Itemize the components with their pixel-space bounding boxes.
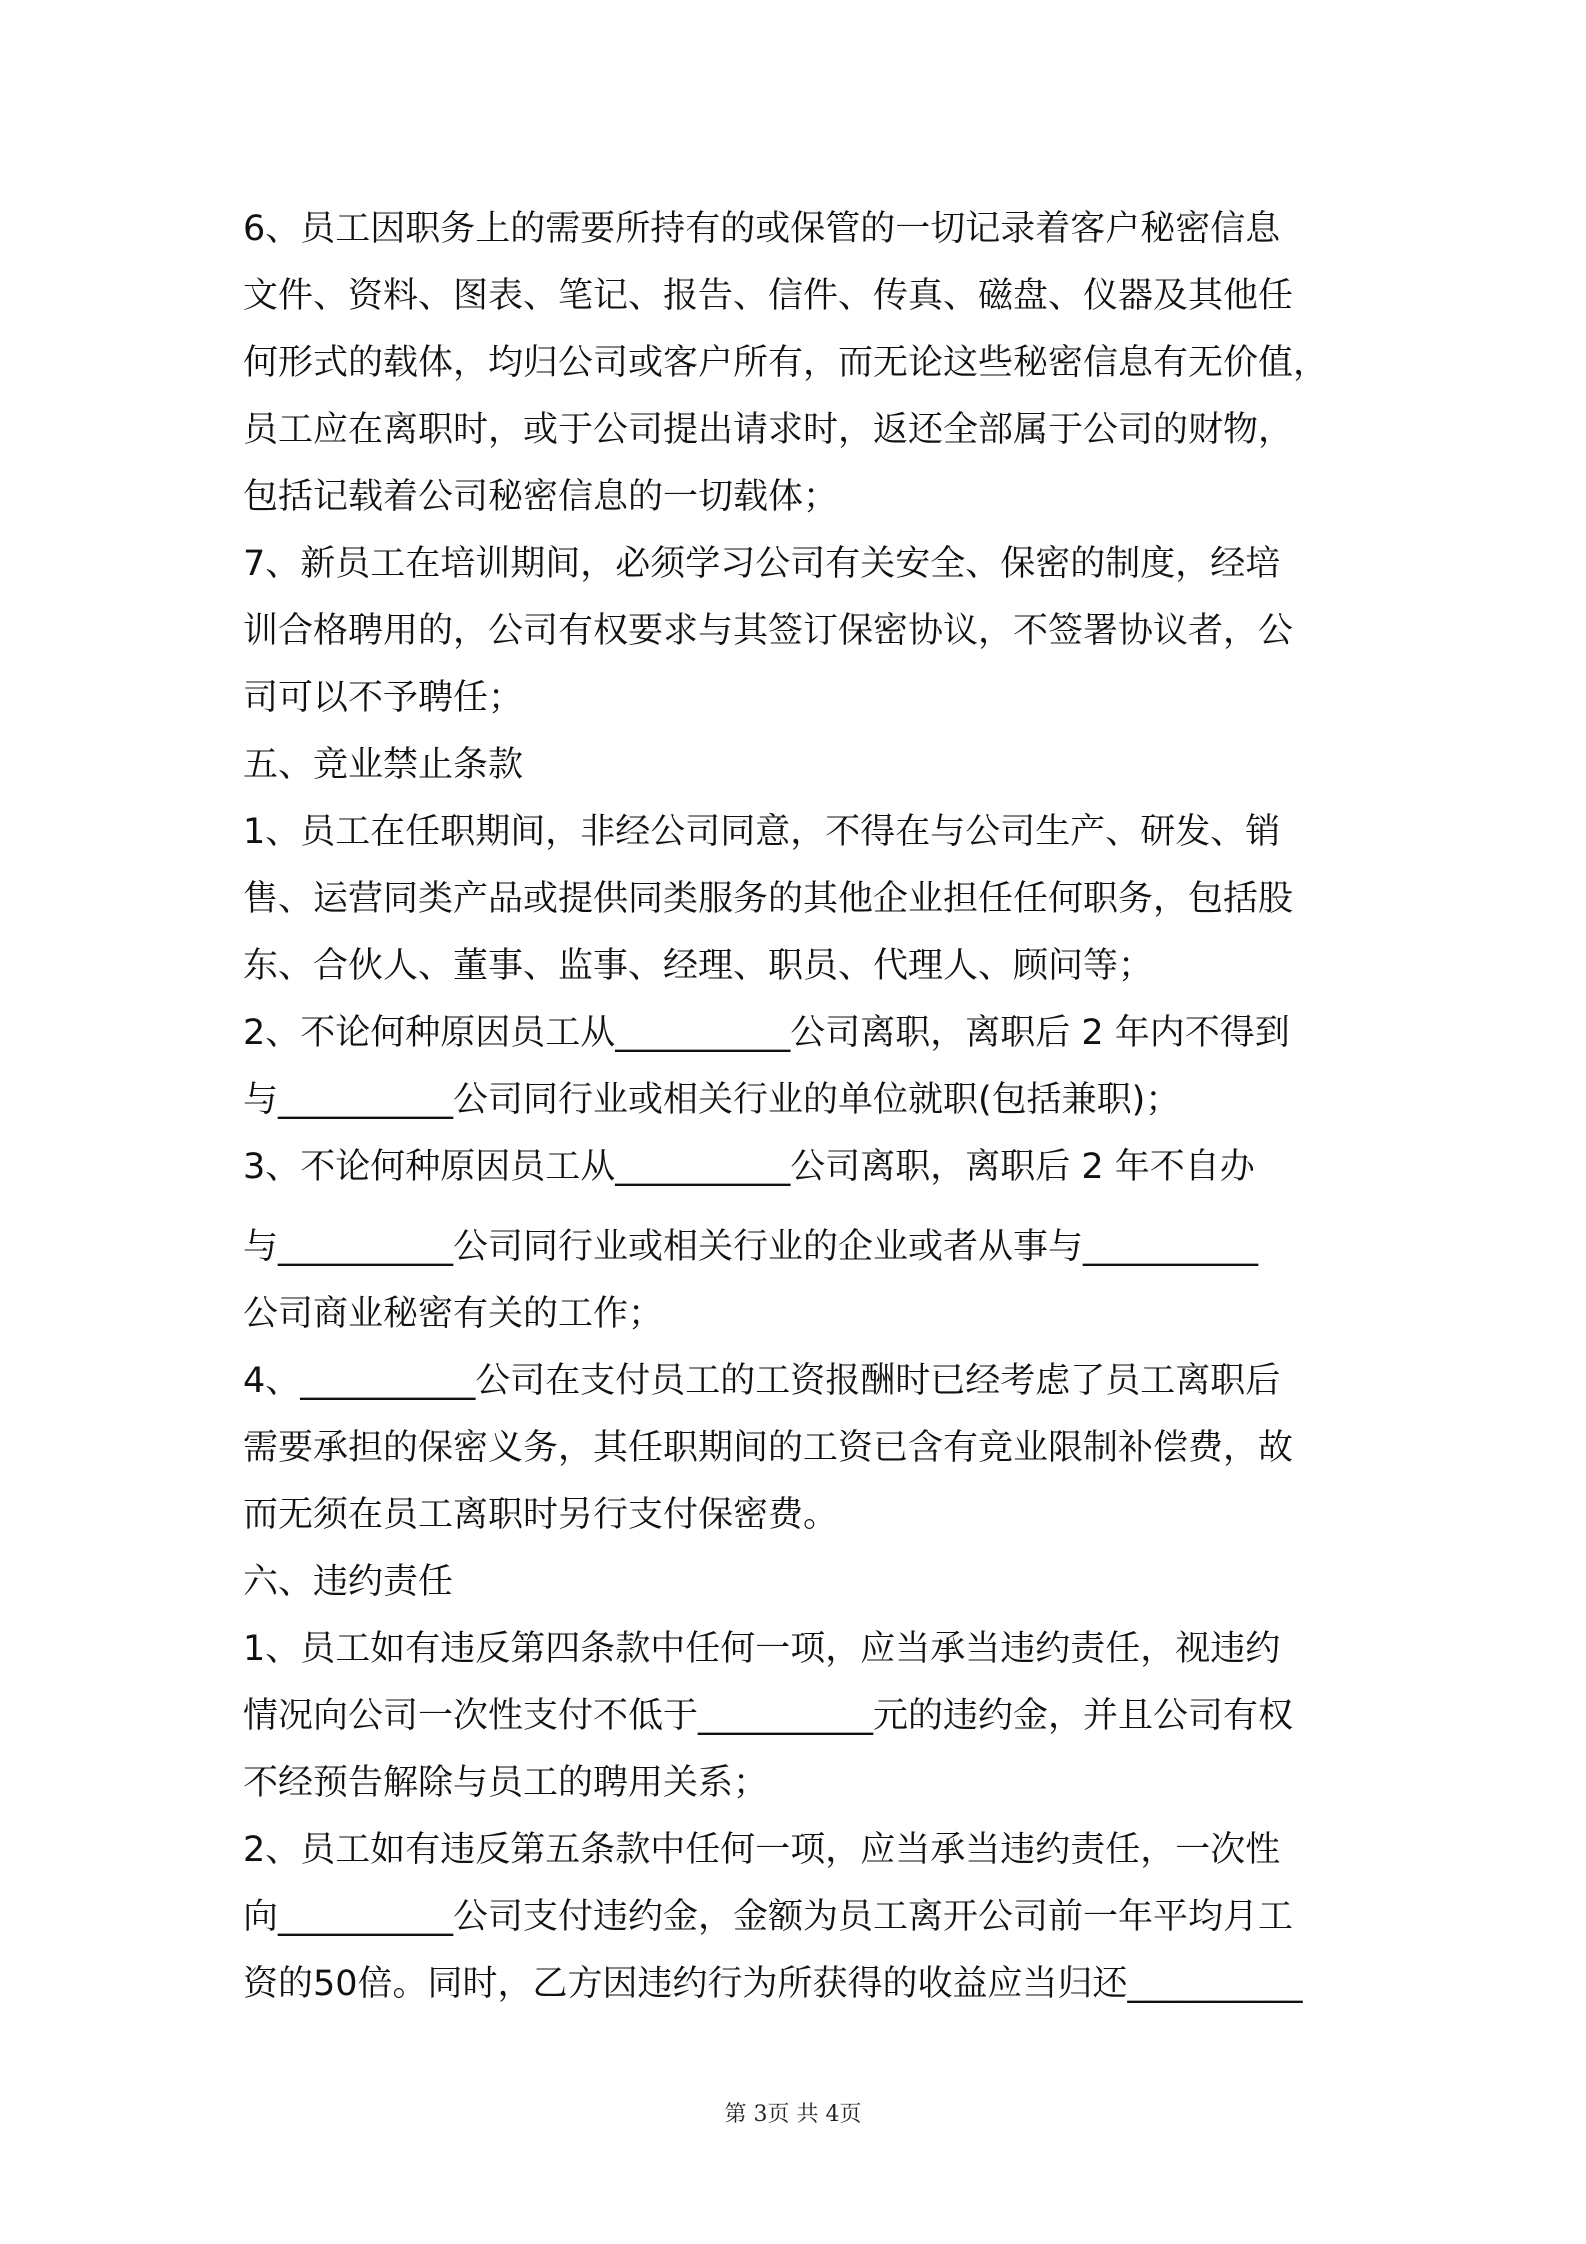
text-line: 向__________公司支付违约金，金额为员工离开公司前一年平均月工 xyxy=(243,1897,1294,1937)
text-line: 3、不论何种原因员工从__________公司离职，离职后 2 年不自办 xyxy=(243,1147,1255,1187)
text-line: 2、员工如有违反第五条款中任何一项，应当承当违约责任，一次性 xyxy=(243,1830,1281,1870)
text-line: 6、员工因职务上的需要所持有的或保管的一切记录着客户秘密信息 xyxy=(243,209,1281,249)
text-line: 4、__________公司在支付员工的工资报酬时已经考虑了员工离职后 xyxy=(243,1361,1281,1401)
text-line: 东、合伙人、董事、监事、经理、职员、代理人、顾问等； xyxy=(243,946,1154,986)
page-number-footer: 第 3页 共 4页 xyxy=(724,2102,862,2127)
text-line: 情况向公司一次性支付不低于__________元的违约金，并且公司有权 xyxy=(243,1696,1294,1736)
document-body xyxy=(243,196,1363,2018)
text-line: 与__________公司同行业或相关行业的企业或者从事与__________ xyxy=(243,1227,1259,1267)
text-line: 与__________公司同行业或相关行业的单位就职(包括兼职)； xyxy=(243,1080,1181,1120)
section-heading: 五、竞业禁止条款 xyxy=(243,745,524,785)
text-line: 司可以不予聘任； xyxy=(243,678,524,718)
text-line: 7、新员工在培训期间，必须学习公司有关安全、保密的制度，经培 xyxy=(243,544,1281,584)
text-line: 公司商业秘密有关的工作； xyxy=(243,1294,664,1334)
text-line: 包括记载着公司秘密信息的一切载体； xyxy=(243,477,839,517)
text-line: 员工应在离职时，或于公司提出请求时，返还全部属于公司的财物， xyxy=(243,410,1294,450)
text-line: 何形式的载体，均归公司或客户所有，而无论这些秘密信息有无价值， xyxy=(243,343,1329,383)
text-line: 训合格聘用的，公司有权要求与其签订保密协议，不签署协议者，公 xyxy=(243,611,1294,651)
text-line: 售、运营同类产品或提供同类服务的其他企业担任任何职务，包括股 xyxy=(243,879,1294,919)
text-line: 不经预告解除与员工的聘用关系； xyxy=(243,1763,769,1803)
text-line: 1、员工如有违反第四条款中任何一项，应当承当违约责任，视违约 xyxy=(243,1629,1281,1669)
text-line: 资的50倍。同时，乙方因违约行为所获得的收益应当归还__________ xyxy=(243,1964,1303,2004)
text-line: 1、员工在任职期间，非经公司同意，不得在与公司生产、研发、销 xyxy=(243,812,1281,852)
text-line: 需要承担的保密义务，其任职期间的工资已含有竞业限制补偿费，故 xyxy=(243,1428,1294,1468)
text-line: 2、不论何种原因员工从__________公司离职，离职后 2 年内不得到 xyxy=(243,1013,1290,1053)
section-heading: 六、违约责任 xyxy=(243,1562,454,1602)
text-line: 而无须在员工离职时另行支付保密费。 xyxy=(243,1495,839,1535)
text-line: 文件、资料、图表、笔记、报告、信件、传真、磁盘、仪器及其他任 xyxy=(243,276,1294,316)
